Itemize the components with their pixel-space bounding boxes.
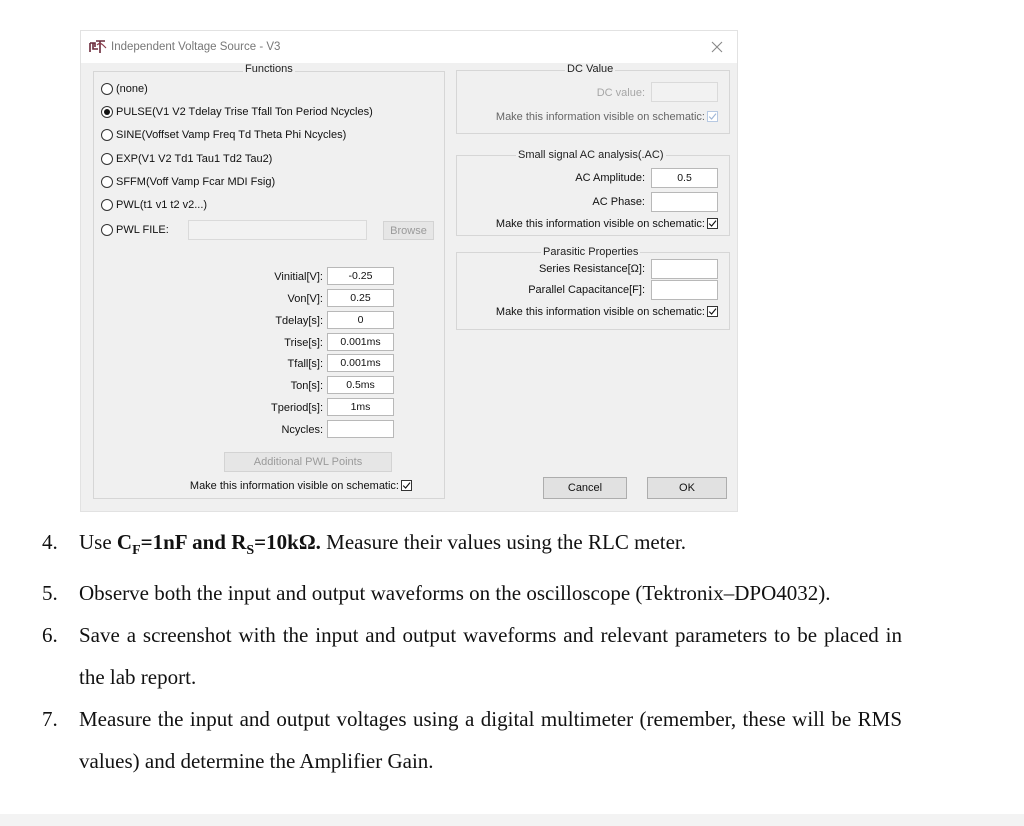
param-label-von: Von[V]: [287,293,323,305]
radio-label: (none) [116,83,148,95]
step-bold-r: =10kΩ. [254,530,321,554]
instruction-step-7 [42,698,902,782]
step-sub-s: S [246,543,255,559]
dc-value-group-label: DC Value [567,63,614,75]
step-text: Save a screenshot with the input and output waveforms and relevant parameters to be placed in the lab report. [79,623,902,690]
radio-button[interactable] [101,199,113,211]
checkmark-icon [708,219,717,228]
step-bold-c: C [116,530,133,554]
dc-value-input[interactable] [651,82,718,102]
dc-value-group [456,70,730,134]
radio-label: PWL FILE: [116,224,169,236]
instruction-step-4 [42,521,902,572]
step-number: 7. [42,707,58,732]
close-icon[interactable] [705,35,729,59]
parallel-capacitance-input[interactable] [651,280,718,300]
radio-button[interactable] [101,176,113,188]
step-text-suffix: Measure their values using the RLC meter. [320,530,686,554]
radio-pwl[interactable] [101,197,207,213]
checkmark-icon [708,112,717,121]
voltage-source-dialog [80,30,738,512]
dc-visible-label: Make this information visible on schematic: [495,111,705,123]
checkmark-icon [708,307,717,316]
pwl-file-input[interactable] [188,220,367,240]
param-input-tdelay[interactable] [327,311,394,329]
dc-value-label: DC value: [596,87,645,99]
instruction-step-5 [42,572,902,614]
radio-label: PULSE(V1 V2 Tdelay Trise Tfall Ton Period Ncycles) [116,106,373,118]
ac-phase-input[interactable] [651,192,718,212]
cancel-button[interactable]: Cancel [543,477,627,499]
series-resistance-label: Series Resistance[Ω]: [538,263,645,275]
radio-button-selected[interactable] [101,106,113,118]
param-input-tfall[interactable] [327,354,394,372]
step-number: 4. [42,530,58,554]
functions-visible-checkbox[interactable] [401,480,412,491]
param-input-ton[interactable] [327,376,394,394]
functions-visible-label: Make this information visible on schematic: [189,480,399,492]
series-resistance-input[interactable] [651,259,718,279]
page-bottom-band [0,814,1024,826]
param-label-tdelay: Tdelay[s]: [275,315,323,327]
radio-button[interactable] [101,129,113,141]
additional-pwl-points-button[interactable]: Additional PWL Points [224,452,392,472]
ac-visible-label: Make this information visible on schematic: [495,218,705,230]
radio-button[interactable] [101,153,113,165]
radio-pulse[interactable] [101,104,373,120]
param-label-tfall: Tfall[s]: [287,358,323,370]
radio-button[interactable] [101,83,113,95]
dialog-title: Independent Voltage Source - V3 [111,41,281,53]
step-text: Observe both the input and output waveforms on the oscilloscope (Tektronix–DPO4032). [79,581,831,606]
param-label-trise: Trise[s]: [284,337,323,349]
ac-analysis-group-label: Small signal AC analysis(.AC) [518,149,664,161]
dc-visible-checkbox[interactable] [707,111,718,122]
functions-group-label: Functions [245,63,293,75]
instruction-step-6 [42,614,902,698]
browse-button[interactable]: Browse [383,221,434,240]
step-sub-f: F [132,543,141,559]
radio-label: EXP(V1 V2 Td1 Tau1 Td2 Tau2) [116,153,273,165]
instructions-list [42,521,902,782]
param-input-tperiod[interactable] [327,398,394,416]
step-bold-mid: =1nF and R [140,530,247,554]
radio-label: PWL(t1 v1 t2 v2...) [116,199,208,211]
param-input-von[interactable] [327,289,394,307]
ac-amplitude-label: AC Amplitude: [575,172,645,184]
ac-visible-checkbox[interactable] [707,218,718,229]
step-number: 6. [42,623,58,648]
param-label-tperiod: Tperiod[s]: [271,402,323,414]
radio-button[interactable] [101,224,113,236]
parasitic-visible-checkbox[interactable] [707,306,718,317]
param-label-ncycles: Ncycles: [281,424,323,436]
radio-none[interactable] [101,81,148,97]
param-label-ton: Ton[s]: [290,380,323,392]
parasitic-visible-label: Make this information visible on schematic: [495,306,705,318]
radio-exp[interactable] [101,151,272,167]
radio-sine[interactable] [101,127,346,143]
step-number: 5. [42,581,58,606]
radio-sffm[interactable] [101,174,275,190]
ltspice-logo-icon [89,40,107,54]
step-text-prefix: Use [79,530,117,554]
param-label-vinitial: Vinitial[V]: [274,271,323,283]
param-input-vinitial[interactable] [327,267,394,285]
param-input-trise[interactable] [327,333,394,351]
radio-pwl-file[interactable] [101,222,169,238]
ac-phase-label: AC Phase: [592,196,645,208]
ok-button[interactable]: OK [647,477,727,499]
radio-label: SINE(Voffset Vamp Freq Td Theta Phi Ncycles) [116,129,347,141]
ac-amplitude-input[interactable] [651,168,718,188]
title-bar [81,31,737,63]
parallel-capacitance-label: Parallel Capacitance[F]: [528,284,645,296]
radio-label: SFFM(Voff Vamp Fcar MDI Fsig) [116,176,276,188]
step-text: Measure the input and output voltages using a digital multimeter (remember, these will be RMS values) and determine the Amplifier Gain. [79,707,902,774]
parasitic-group-label: Parasitic Properties [543,246,639,258]
param-input-ncycles[interactable] [327,420,394,438]
checkmark-icon [402,481,411,490]
